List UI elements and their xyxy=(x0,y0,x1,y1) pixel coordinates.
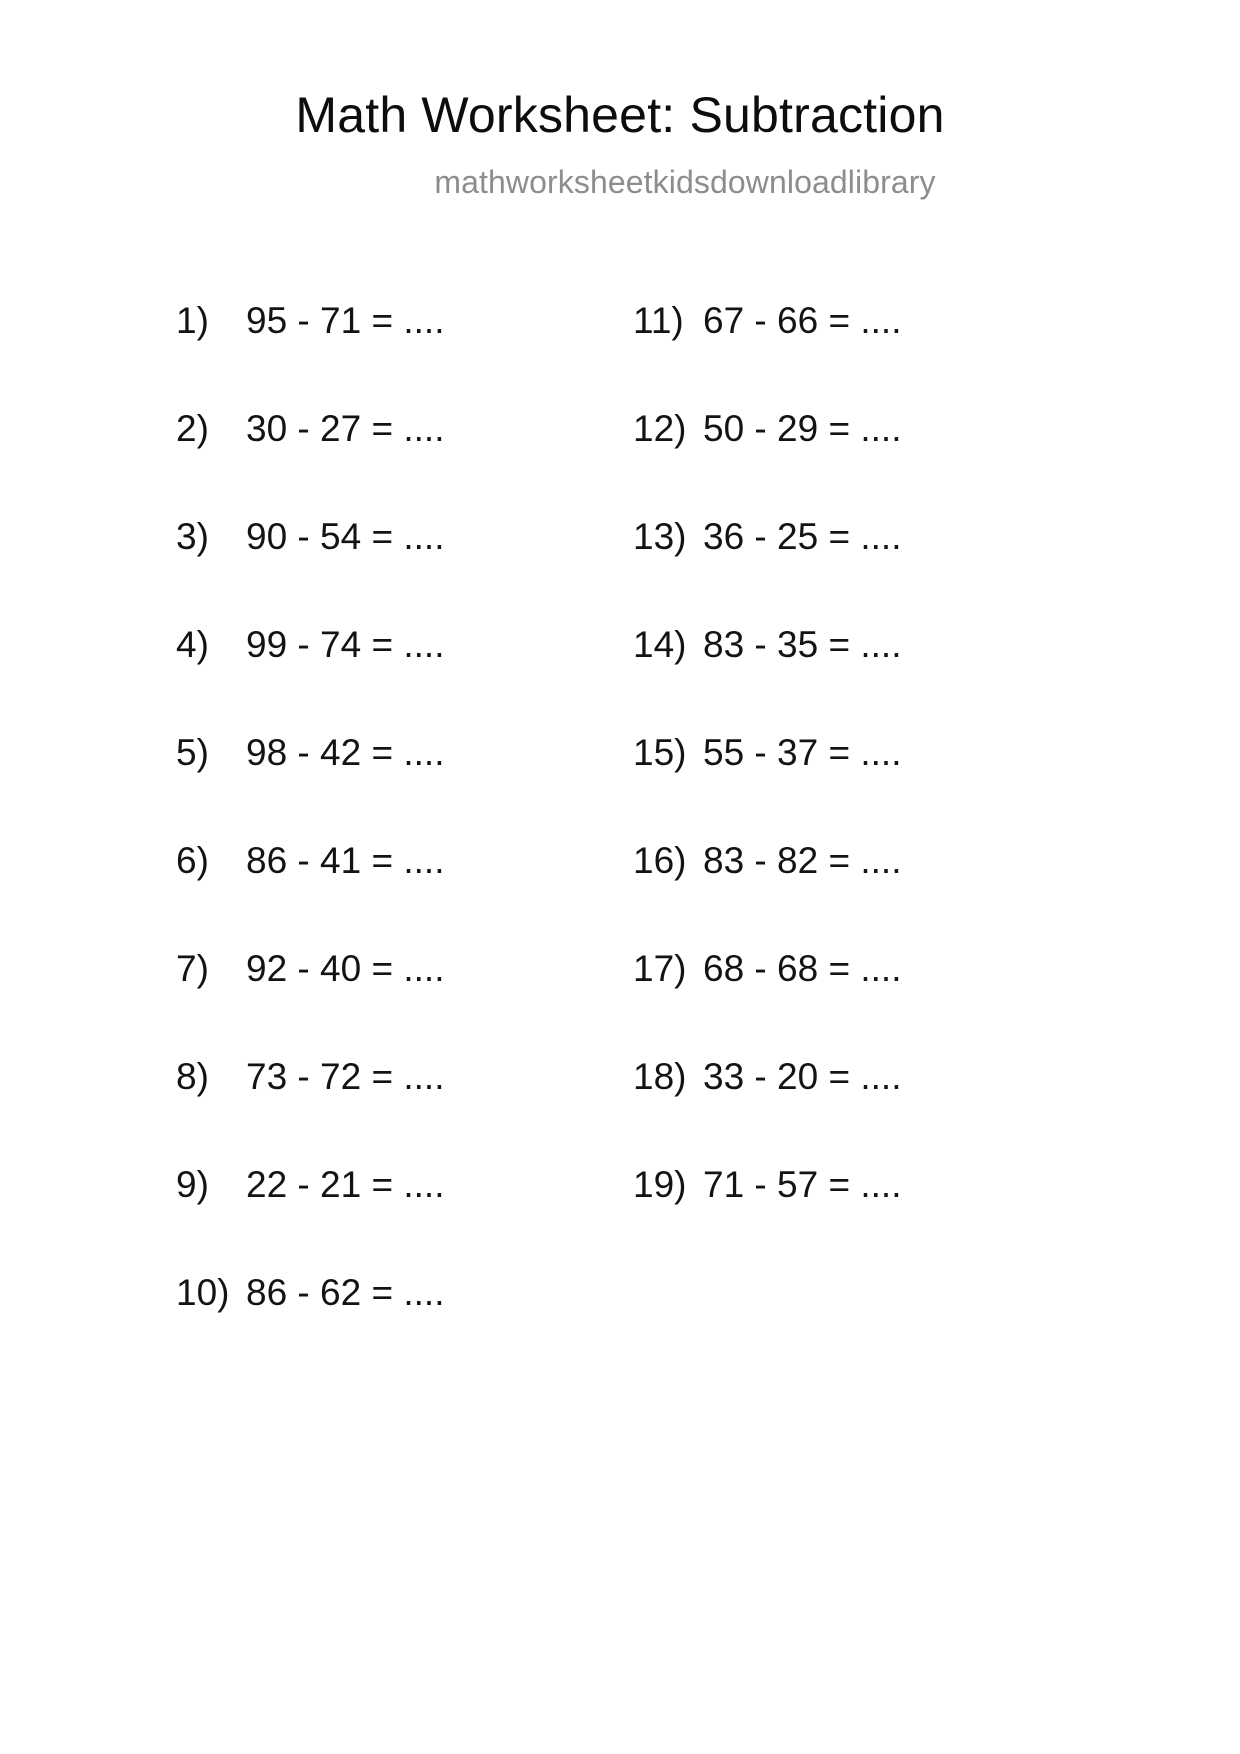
problem-expression: 68 - 68 = .... xyxy=(703,948,902,989)
problem-item xyxy=(633,300,1120,408)
problem-item xyxy=(176,840,560,948)
problem-item xyxy=(176,1272,560,1380)
problem-number: 7) xyxy=(176,948,209,989)
problem-number: 18) xyxy=(633,1056,687,1097)
problem-number: 10) xyxy=(176,1272,230,1313)
problem-expression: 50 - 29 = .... xyxy=(703,408,902,449)
problem-expression: 86 - 41 = .... xyxy=(246,840,445,881)
problem-expression: 83 - 35 = .... xyxy=(703,624,902,665)
problem-number: 15) xyxy=(633,732,687,773)
problem-item xyxy=(176,1056,560,1164)
problem-expression: 83 - 82 = .... xyxy=(703,840,902,881)
problem-item xyxy=(176,948,560,1056)
problem-item xyxy=(633,840,1120,948)
problem-expression: 92 - 40 = .... xyxy=(246,948,445,989)
problem-item xyxy=(633,948,1120,1056)
page-title: Math Worksheet: Subtraction xyxy=(295,87,945,143)
problem-item xyxy=(633,624,1120,732)
problem-expression: 71 - 57 = .... xyxy=(703,1164,902,1205)
problem-expression: 86 - 62 = .... xyxy=(246,1272,445,1313)
problem-item xyxy=(633,732,1120,840)
problem-number: 16) xyxy=(633,840,687,881)
problem-number: 2) xyxy=(176,408,209,449)
problems-column-left xyxy=(0,300,560,1380)
problem-number: 1) xyxy=(176,300,209,341)
problem-expression: 30 - 27 = .... xyxy=(246,408,445,449)
problem-item xyxy=(176,732,560,840)
problem-item xyxy=(176,516,560,624)
problem-item xyxy=(633,1164,1120,1272)
problem-expression: 22 - 21 = .... xyxy=(246,1164,445,1205)
problems-container xyxy=(0,300,1240,1380)
problem-item xyxy=(633,408,1120,516)
problem-number: 17) xyxy=(633,948,687,989)
problem-number: 5) xyxy=(176,732,209,773)
problem-item xyxy=(176,624,560,732)
problem-item xyxy=(633,1056,1120,1164)
problem-item xyxy=(176,1164,560,1272)
problem-number: 8) xyxy=(176,1056,209,1097)
problem-expression: 95 - 71 = .... xyxy=(246,300,445,341)
problem-number: 12) xyxy=(633,408,687,449)
problem-item xyxy=(633,516,1120,624)
problem-number: 9) xyxy=(176,1164,209,1205)
problem-expression: 33 - 20 = .... xyxy=(703,1056,902,1097)
problem-item xyxy=(176,408,560,516)
problems-column-right xyxy=(560,300,1120,1380)
problem-number: 19) xyxy=(633,1164,687,1205)
problem-number: 6) xyxy=(176,840,209,881)
problem-expression: 67 - 66 = .... xyxy=(703,300,902,341)
problem-expression: 73 - 72 = .... xyxy=(246,1056,445,1097)
problem-number: 13) xyxy=(633,516,687,557)
problem-expression: 36 - 25 = .... xyxy=(703,516,902,557)
problem-expression: 90 - 54 = .... xyxy=(246,516,445,557)
problem-number: 14) xyxy=(633,624,687,665)
problem-number: 11) xyxy=(633,300,684,341)
problem-expression: 99 - 74 = .... xyxy=(246,624,445,665)
problem-number: 3) xyxy=(176,516,209,557)
problem-expression: 55 - 37 = .... xyxy=(703,732,902,773)
problem-expression: 98 - 42 = .... xyxy=(246,732,445,773)
problem-number: 4) xyxy=(176,624,209,665)
problem-item xyxy=(176,300,560,408)
page-subtitle: mathworksheetkidsdownloadlibrary xyxy=(434,164,936,200)
